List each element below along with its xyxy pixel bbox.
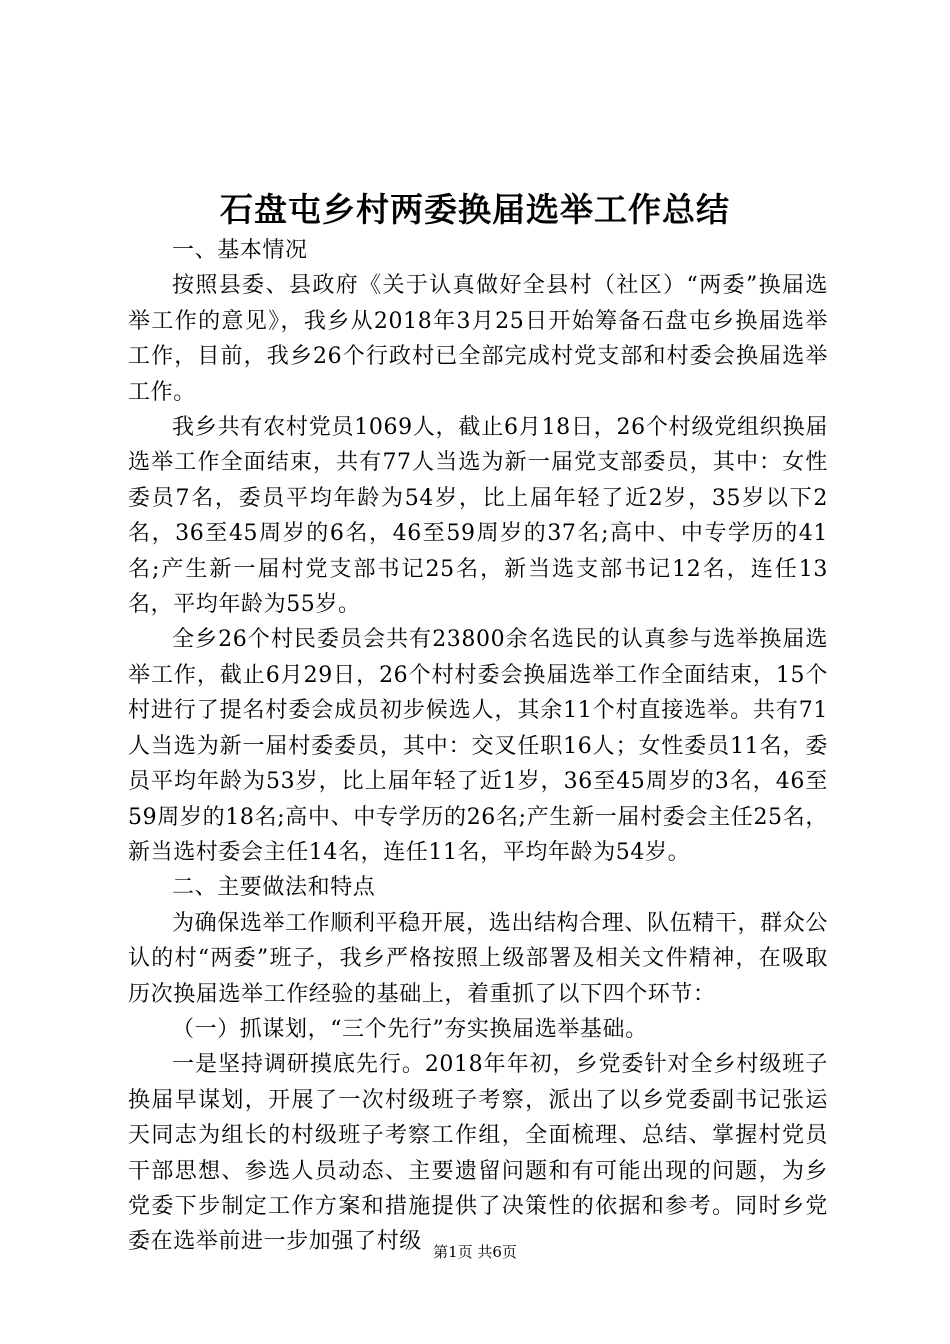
paragraph-1: 按照县委、县政府《关于认真做好全县村（社区）“两委”换届选举工作的意见》，我乡从2018年3月25日开始筹备石盘屯乡换届选举工作，目前，我乡26个行政村已全部完成村党支部和村委会换届选举工作。	[128, 273, 828, 405]
paragraph-4: 为确保选举工作顺利平稳开展，选出结构合理、队伍精干，群众公认的村“两委”班子，我乡严格按照上级部署及相关文件精神，在吸取历次换届选举工作经验的基础上，着重抓了以下四个环节：	[128, 910, 828, 1007]
document-title: 石盘屯乡村两委换届选举工作总结	[220, 190, 730, 229]
section-heading-basic-info: 一、基本情况	[172, 238, 308, 263]
subsection-heading-planning: （一）抓谋划，“三个先行”夯实换届选举基础。	[172, 1016, 648, 1042]
paragraph-5: 一是坚持调研摸底先行。2018年年初，乡党委针对全乡村级班子换届早谋划，开展了一次村级班子考察，派出了以乡党委副书记张运天同志为组长的村级班子考察工作组，全面梳理、总结、掌握村党员干部思想、参选人员动态、主要遗留问题和有可能出现的问题，为乡党委下步制定工作方案和措施提供了决策性的依据和参考。同时乡党委在选举前进一步加强了村级	[128, 1052, 828, 1255]
section-heading-main-practices: 二、主要做法和特点	[172, 875, 376, 901]
page-footer: 第1页 共6页	[433, 1243, 517, 1261]
paragraph-3: 全乡26个村民委员会共有23800余名选民的认真参与选举换届选举工作，截止6月29日，26个村村委会换届选举工作全面结束，15个村进行了提名村委会成员初步候选人，其余11个村直接选举。共有71人当选为新一届村委委员，其中：交叉任职16人；女性委员11名，委员平均年龄为53岁，比上届年轻了近1岁，36至45周岁的3名，46至59周岁的18名;高中、中专学历的26名;产生新一届村委会主任25名，新当选村委会主任14名，连任11名，平均年龄为54岁。	[128, 627, 828, 865]
document-body	[128, 233, 828, 1260]
paragraph-2: 我乡共有农村党员1069人，截止6月18日，26个村级党组织换届选举工作全面结束，共有77人当选为新一届党支部委员，其中：女性委员7名，委员平均年龄为54岁，比上届年轻了近2岁，35岁以下2名，36至45周岁的6名，46至59周岁的37名;高中、中专学历的41名;产生新一届村党支部书记25名，新当选支部书记12名，连任13名，平均年龄为55岁。	[128, 415, 828, 618]
